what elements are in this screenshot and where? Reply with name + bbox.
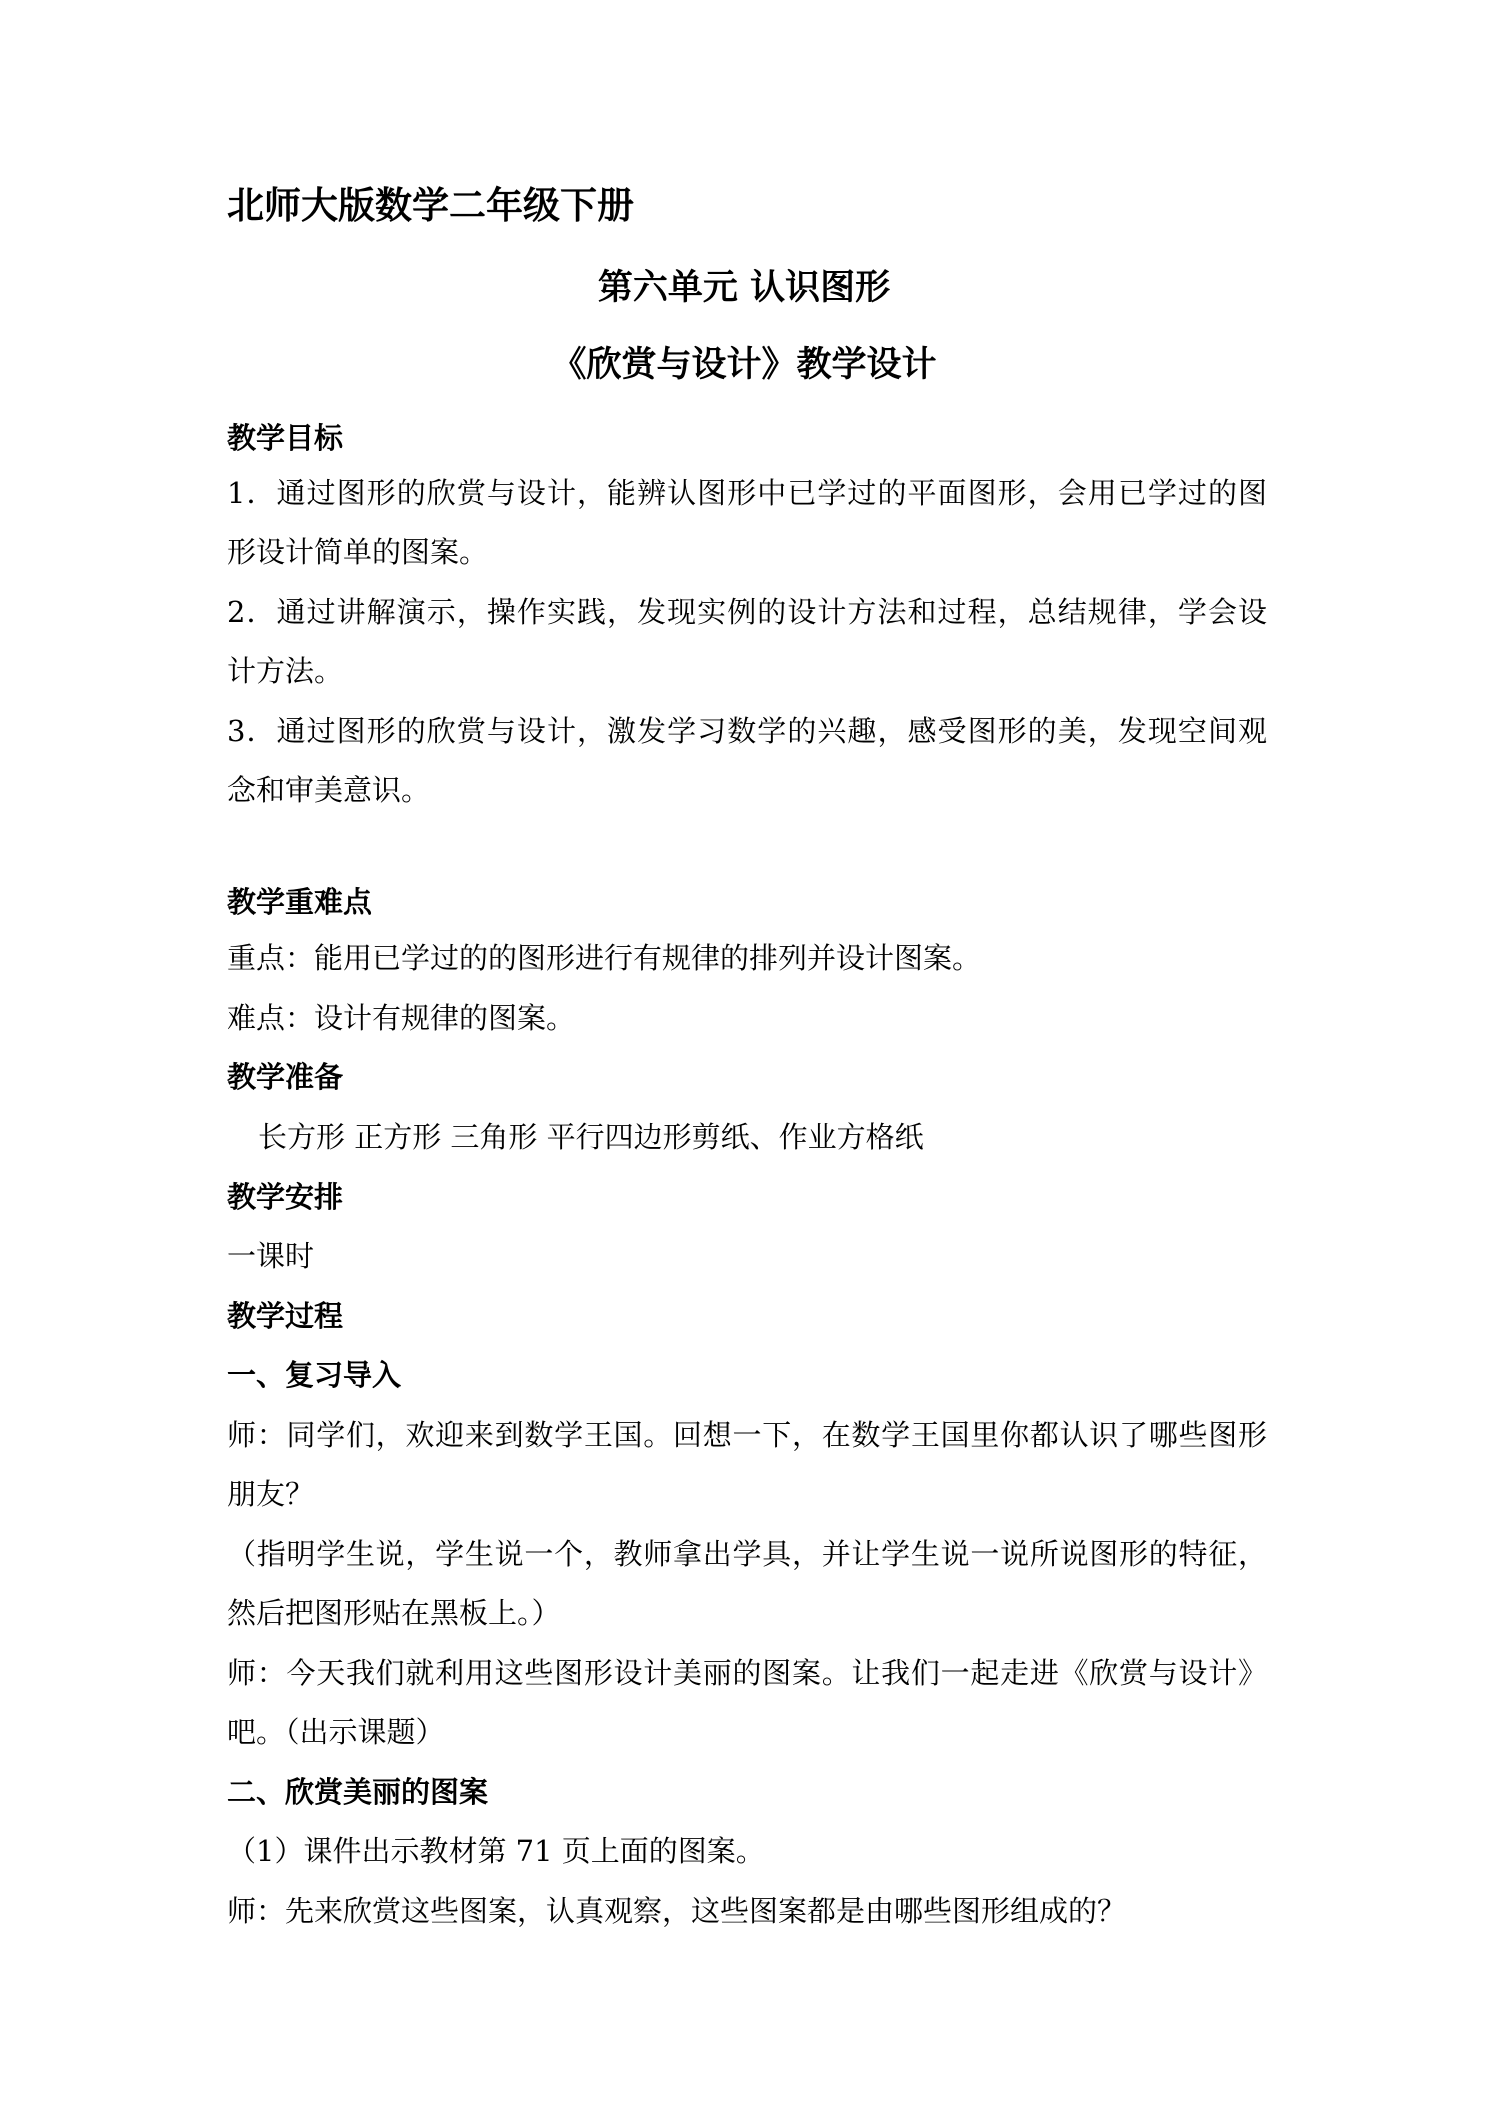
paragraph-1-line-1: 师：同学们，欢迎来到数学王国。回想一下，在数学王国里你都认识了哪些图形	[227, 1418, 1267, 1452]
section-1-heading: 一、复习导入	[227, 1358, 402, 1392]
key-point-focus: 重点：能用已学过的的图形进行有规律的排列并设计图案。	[227, 941, 982, 975]
process-heading: 教学过程	[227, 1299, 344, 1333]
objective-3-line-2: 念和审美意识。	[227, 773, 431, 807]
key-points-heading: 教学重难点	[227, 885, 373, 919]
paragraph-2-line-1: （指明学生说，学生说一个，教师拿出学具，并让学生说一说所说图形的特征，	[227, 1537, 1267, 1571]
arrangement-text: 一课时	[227, 1239, 315, 1273]
section-2-heading: 二、欣赏美丽的图案	[227, 1775, 489, 1809]
book-title: 北师大版数学二年级下册	[227, 184, 634, 227]
key-point-difficulty: 难点：设计有规律的图案。	[227, 1001, 576, 1035]
objective-1-line-1: 1．通过图形的欣赏与设计，能辨认图形中已学过的平面图形，会用已学过的图	[227, 476, 1267, 510]
lesson-title: 《欣赏与设计》教学设计	[551, 345, 937, 385]
unit-title: 第六单元 认识图形	[597, 268, 891, 308]
objective-2-line-1: 2．通过讲解演示，操作实践，发现实例的设计方法和过程，总结规律，学会设	[227, 595, 1267, 629]
preparation-heading: 教学准备	[227, 1060, 344, 1094]
objective-1-line-2: 形设计简单的图案。	[227, 535, 489, 569]
arrangement-heading: 教学安排	[227, 1180, 344, 1214]
paragraph-5: 师：先来欣赏这些图案，认真观察，这些图案都是由哪些图形组成的？	[227, 1894, 1127, 1928]
preparation-text: 长方形 正方形 三角形 平行四边形剪纸、作业方格纸	[258, 1120, 924, 1154]
paragraph-3-line-1: 师：今天我们就利用这些图形设计美丽的图案。让我们一起走进《欣赏与设计》	[227, 1656, 1267, 1690]
objectives-heading: 教学目标	[227, 421, 344, 455]
paragraph-3-line-2: 吧。（出示课题）	[227, 1715, 445, 1749]
paragraph-4: （1）课件出示教材第 71 页上面的图案。	[227, 1834, 765, 1868]
paragraph-2-line-2: 然后把图形贴在黑板上。）	[227, 1596, 561, 1630]
paragraph-1-line-2: 朋友？	[227, 1477, 315, 1511]
objective-3-line-1: 3．通过图形的欣赏与设计，激发学习数学的兴趣，感受图形的美，发现空间观	[227, 714, 1267, 748]
objective-2-line-2: 计方法。	[227, 654, 344, 688]
